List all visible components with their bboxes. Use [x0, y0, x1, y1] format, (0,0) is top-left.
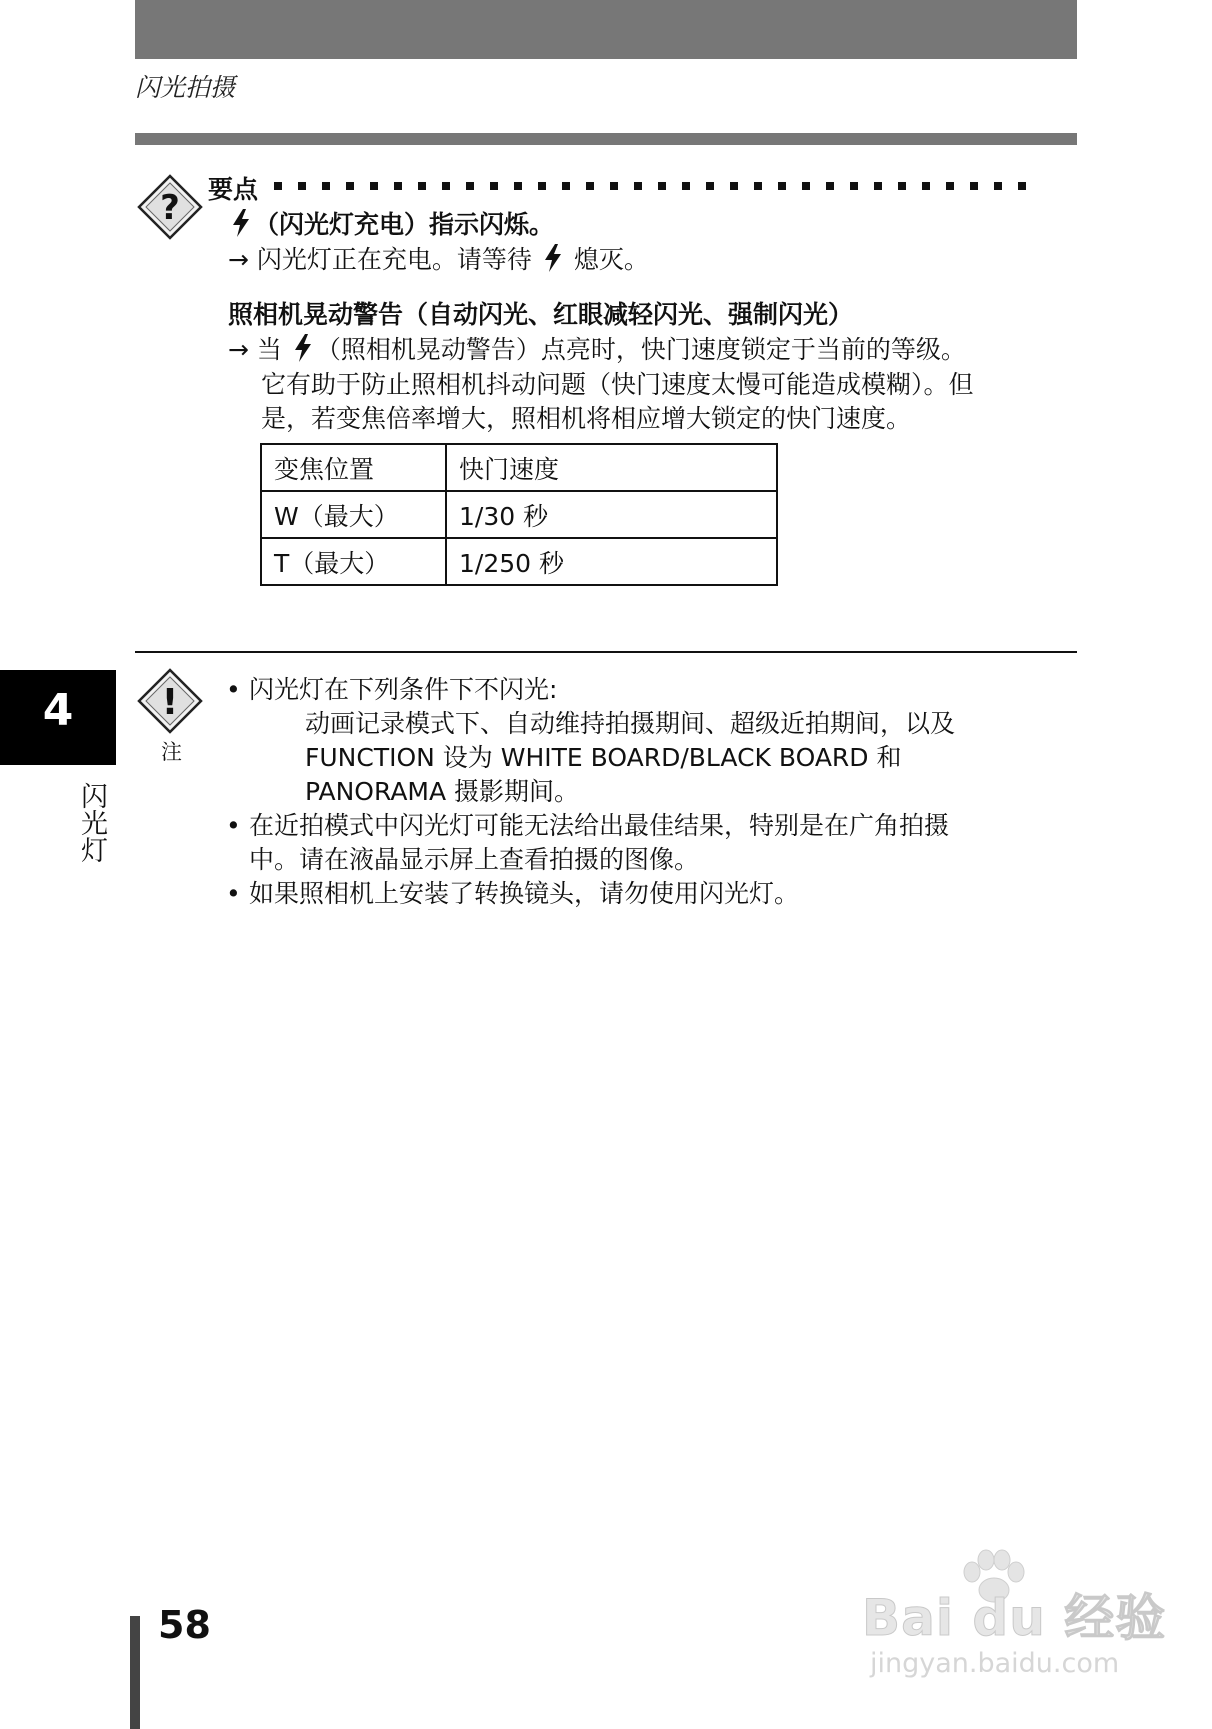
note-label: 注: [161, 740, 182, 764]
zoom-shutter-table: [260, 443, 778, 586]
watermark-logo: Bai du 经验: [862, 1589, 1167, 1647]
tip2-line1-pre: → 当: [228, 335, 282, 364]
svg-text:?: ?: [160, 188, 180, 228]
watermark-url: jingyan.baidu.com: [870, 1648, 1120, 1679]
page-bar: [130, 1616, 140, 1729]
svg-text:!: !: [161, 682, 179, 723]
tip2-line2: 它有助于防止照相机抖动问题（快门速度太慢可能造成模糊）。但: [261, 370, 974, 399]
table-row: [261, 538, 777, 585]
chapter-number: 4: [42, 685, 74, 736]
header-bar: [135, 0, 1077, 59]
tip2-line3: 是，若变焦倍率增大，照相机将相应增大锁定的快门速度。: [261, 404, 912, 433]
note-divider: [135, 651, 1077, 653]
bullet-dot: •: [226, 675, 241, 704]
note-bullet-3: 如果照相机上安装了转换镜头，请勿使用闪光灯。: [249, 879, 800, 908]
tip1-line: [228, 243, 649, 277]
note-bullet-1: 闪光灯在下列条件下不闪光:: [249, 675, 558, 704]
table-header-row: [261, 444, 777, 491]
exclamation-diamond-icon: [137, 668, 203, 734]
note-bullet-1-sub: 动画记录模式下、自动维持拍摄期间、超级近拍期间，以及: [305, 709, 956, 738]
chapter-label: 闪光灯: [76, 782, 107, 863]
note-bullet-2: 在近拍模式中闪光灯可能无法给出最佳结果，特别是在广角拍摄: [249, 811, 950, 840]
table-cell: W（最大）: [261, 491, 446, 538]
table-cell: 1/250 秒: [446, 538, 777, 585]
dotted-rule: [274, 182, 1034, 190]
tip2-line1: [228, 333, 966, 367]
page-number: 58: [158, 1603, 211, 1647]
section-title: 闪光拍摄: [135, 73, 236, 102]
flash-icon: [292, 333, 314, 363]
question-diamond-icon: [137, 174, 203, 240]
flash-icon: [542, 243, 564, 273]
note-bullet-1-sub: FUNCTION 设为 WHITE BOARD/BLACK BOARD 和: [305, 743, 902, 772]
section-rule: [135, 133, 1077, 145]
note-bullet-1-sub: PANORAMA 摄影期间。: [305, 777, 580, 806]
tip2-line1-post: （照相机晃动警告）点亮时，快门速度锁定于当前的等级。: [315, 335, 966, 364]
table-cell: T（最大）: [261, 538, 446, 585]
flash-icon: [230, 208, 252, 238]
table-header-cell: 快门速度: [446, 444, 777, 491]
table-row: [261, 491, 777, 538]
table-cell: 1/30 秒: [446, 491, 777, 538]
tip1-line-post: 熄灭。: [573, 245, 649, 274]
table-header-cell: 变焦位置: [261, 444, 446, 491]
tip2-title: 照相机晃动警告（自动闪光、红眼减轻闪光、强制闪光）: [228, 300, 854, 329]
tip1-title-text: （闪光灯充电）指示闪烁。: [254, 210, 555, 239]
tip1-title: [228, 208, 554, 242]
tip1-line-pre: → 闪光灯正在充电。请等待: [228, 245, 532, 274]
tips-heading: 要点: [208, 175, 259, 204]
bullet-dot: •: [226, 811, 241, 840]
bullet-dot: •: [226, 879, 241, 908]
note-bullet-2-cont: 中。请在液晶显示屏上查看拍摄的图像。: [249, 845, 700, 874]
